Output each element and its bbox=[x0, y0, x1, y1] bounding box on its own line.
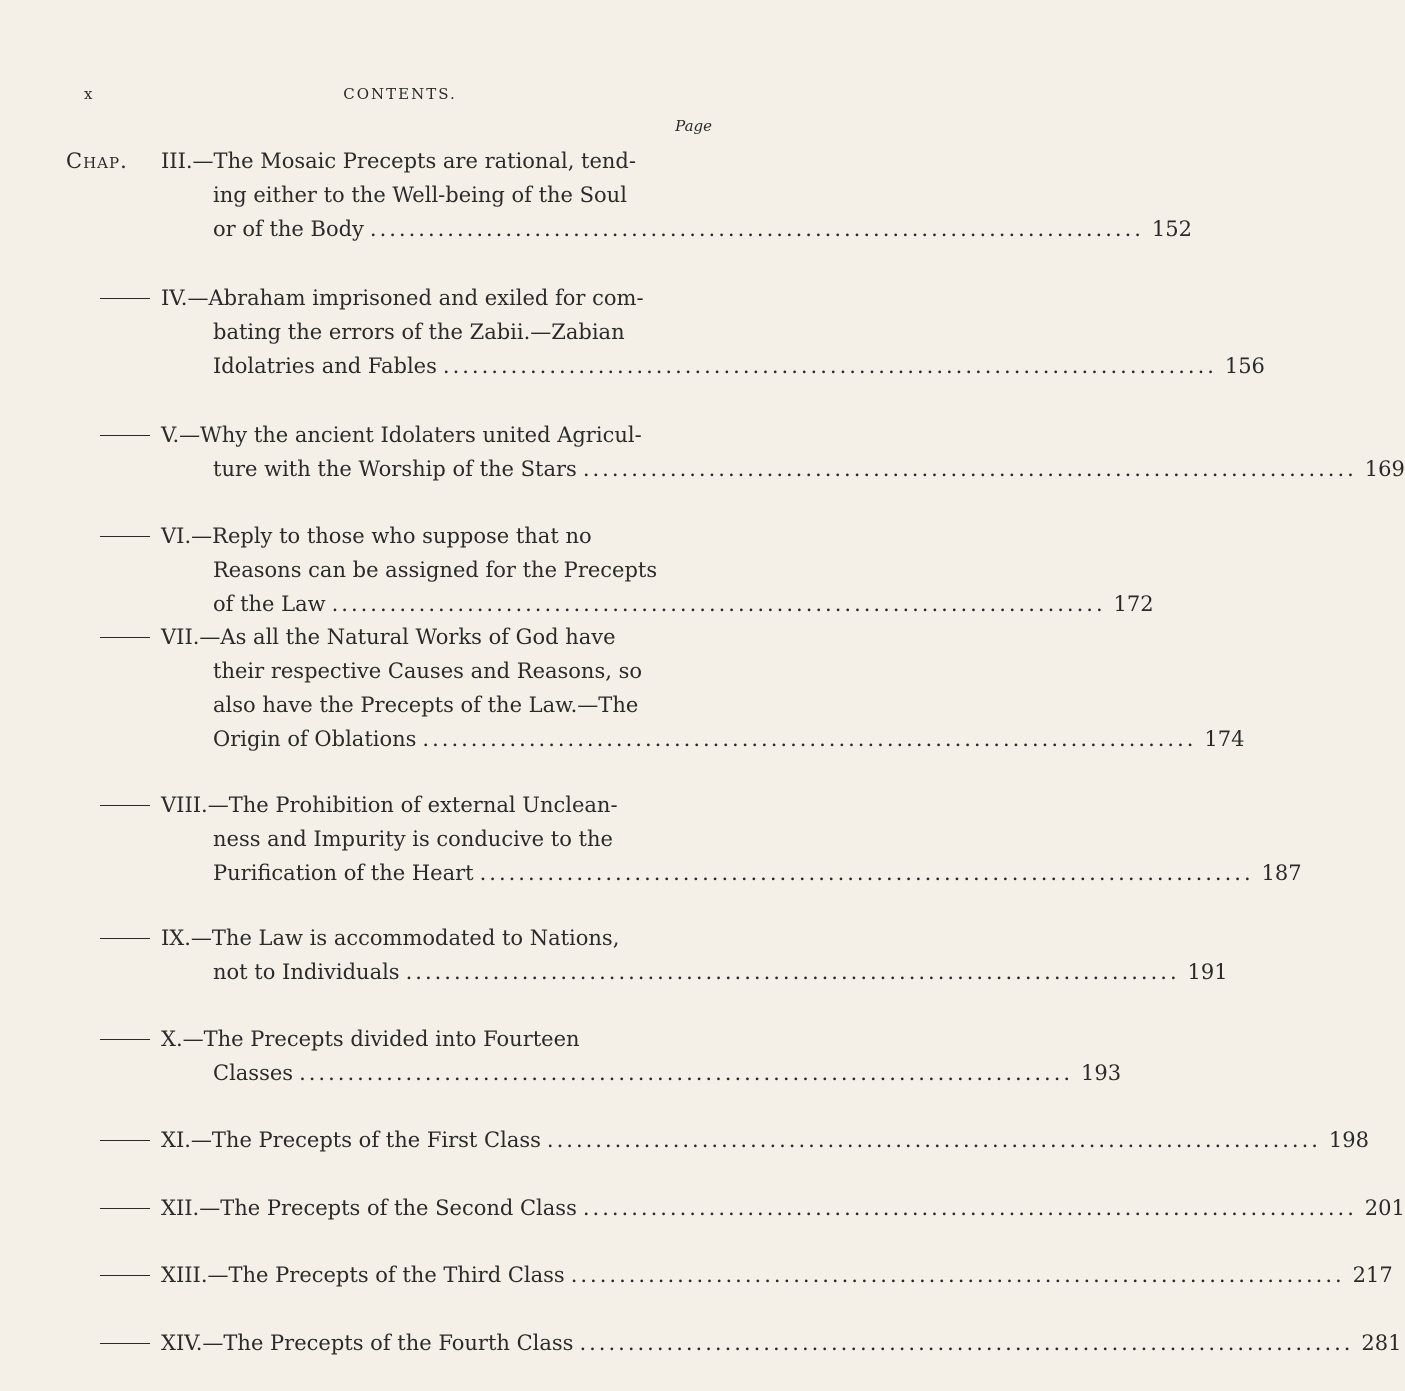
toc-line bbox=[0, 654, 800, 688]
page-number: 152 bbox=[1151, 217, 1192, 241]
toc-line bbox=[0, 519, 800, 553]
toc-entry-text: IV.—Abraham imprisoned and exiled for com- bbox=[161, 286, 644, 310]
dot-leader: ................................................................................ bbox=[442, 354, 1217, 378]
toc-line bbox=[0, 1326, 1402, 1360]
toc-entry-text: ture with the Worship of the Stars bbox=[213, 457, 577, 481]
toc-line bbox=[0, 1056, 1122, 1090]
toc-entry-text: their respective Causes and Reasons, so bbox=[213, 659, 643, 683]
toc-last-line bbox=[213, 349, 1265, 383]
toc-line bbox=[0, 178, 800, 212]
dot-leader: ................................................................................ bbox=[546, 1128, 1321, 1152]
toc-entry-text: or of the Body bbox=[213, 217, 364, 241]
folio-number: x bbox=[84, 85, 94, 103]
toc-entry-text: Classes bbox=[213, 1061, 294, 1085]
running-head bbox=[0, 85, 800, 109]
toc-entry-text: XI.—The Precepts of the First Class bbox=[161, 1128, 541, 1152]
page-number: 198 bbox=[1328, 1128, 1369, 1152]
toc-entry-text: XII.—The Precepts of the Second Class bbox=[161, 1196, 577, 1220]
toc-line bbox=[0, 281, 800, 315]
toc-line bbox=[0, 212, 1192, 246]
page-number: 156 bbox=[1224, 354, 1265, 378]
toc-line bbox=[0, 452, 1405, 486]
toc-last-line bbox=[213, 212, 1192, 246]
toc-last-line bbox=[213, 856, 1302, 890]
toc-entry-text: VII.—As all the Natural Works of God have bbox=[161, 625, 616, 649]
toc-line bbox=[0, 856, 1302, 890]
ditto-dash bbox=[100, 1208, 150, 1209]
toc-line bbox=[0, 144, 800, 178]
ditto-dash bbox=[100, 1275, 150, 1276]
page-number: 201 bbox=[1364, 1196, 1405, 1220]
page-column-label: Page bbox=[675, 117, 712, 135]
toc-entry-text: IX.—The Law is accommodated to Nations, bbox=[161, 926, 620, 950]
toc-line bbox=[0, 788, 800, 822]
toc-entry-text: bating the errors of the Zabii.—Zabian bbox=[213, 320, 625, 344]
page-number: 174 bbox=[1204, 727, 1245, 751]
toc-line bbox=[0, 822, 800, 856]
toc-line bbox=[0, 722, 1245, 756]
toc-last-line bbox=[213, 452, 1405, 486]
ditto-dash bbox=[100, 1140, 150, 1141]
toc-entry-text: also have the Precepts of the Law.—The bbox=[213, 693, 639, 717]
toc-entry-text: V.—Why the ancient Idolaters united Agricul- bbox=[161, 423, 642, 447]
toc-line bbox=[0, 955, 1228, 989]
dot-leader: ................................................................................ bbox=[479, 861, 1254, 885]
ditto-dash bbox=[100, 637, 150, 638]
toc-line bbox=[0, 553, 800, 587]
toc-entry-text: Idolatries and Fables bbox=[213, 354, 437, 378]
toc-entry-text: ness and Impurity is conducive to the bbox=[213, 827, 613, 851]
running-head-title: CONTENTS. bbox=[343, 85, 457, 103]
toc-last-line bbox=[213, 722, 1245, 756]
dot-leader: ................................................................................ bbox=[369, 217, 1144, 241]
toc-entry-text: XIV.—The Precepts of the Fourth Class bbox=[161, 1331, 574, 1355]
toc-entry-text: of the Law bbox=[213, 592, 326, 616]
chapter-word: Chap. bbox=[66, 149, 128, 173]
ditto-dash bbox=[100, 1343, 150, 1344]
dot-leader: ................................................................................ bbox=[582, 457, 1357, 481]
toc-entry-text: VI.—Reply to those who suppose that no bbox=[161, 524, 592, 548]
toc-line bbox=[0, 921, 800, 955]
toc-last-line bbox=[213, 955, 1228, 989]
toc-last-line bbox=[213, 587, 1154, 621]
toc-entry-text: Purification of the Heart bbox=[213, 861, 474, 885]
page-number: 172 bbox=[1113, 592, 1154, 616]
toc-entry-text: ing either to the Well-being of the Soul bbox=[213, 183, 627, 207]
toc-entry-text: XIII.—The Precepts of the Third Class bbox=[161, 1263, 565, 1287]
toc-last-line bbox=[213, 1056, 1122, 1090]
page-number: 281 bbox=[1361, 1331, 1402, 1355]
ditto-dash bbox=[100, 435, 150, 436]
ditto-dash bbox=[100, 938, 150, 939]
dot-leader: ................................................................................ bbox=[422, 727, 1197, 751]
dot-leader: ................................................................................ bbox=[579, 1331, 1354, 1355]
toc-line bbox=[0, 1123, 1369, 1157]
toc-line bbox=[0, 587, 1154, 621]
toc-line bbox=[0, 1022, 800, 1056]
ditto-dash bbox=[100, 1039, 150, 1040]
toc-line bbox=[0, 620, 800, 654]
ditto-dash bbox=[100, 536, 150, 537]
dot-leader: ................................................................................ bbox=[405, 960, 1180, 984]
toc-entry-text: X.—The Precepts divided into Fourteen bbox=[161, 1027, 580, 1051]
page-number: 187 bbox=[1261, 861, 1302, 885]
toc-entry-text: Origin of Oblations bbox=[213, 727, 417, 751]
toc-last-line bbox=[161, 1258, 1393, 1292]
toc-line bbox=[0, 349, 1265, 383]
toc-entry-text: VIII.—The Prohibition of external Unclean- bbox=[161, 793, 618, 817]
toc-last-line bbox=[161, 1326, 1402, 1360]
ditto-dash bbox=[100, 805, 150, 806]
toc-last-line bbox=[161, 1123, 1369, 1157]
page-number: 193 bbox=[1081, 1061, 1122, 1085]
toc-entry-text: not to Individuals bbox=[213, 960, 400, 984]
toc-line bbox=[0, 1258, 1393, 1292]
page-number: 191 bbox=[1187, 960, 1228, 984]
toc-line bbox=[0, 418, 800, 452]
dot-leader: ................................................................................ bbox=[570, 1263, 1345, 1287]
dot-leader: ................................................................................ bbox=[299, 1061, 1074, 1085]
toc-line bbox=[0, 315, 800, 349]
toc-entry-text: III.—The Mosaic Precepts are rational, tend- bbox=[161, 149, 636, 173]
page-number: 217 bbox=[1352, 1263, 1393, 1287]
dot-leader: ................................................................................ bbox=[582, 1196, 1357, 1220]
toc-last-line bbox=[161, 1191, 1405, 1225]
toc-line bbox=[0, 688, 800, 722]
page-number: 169 bbox=[1364, 457, 1405, 481]
ditto-dash bbox=[100, 298, 150, 299]
dot-leader: ................................................................................ bbox=[331, 592, 1106, 616]
toc-line bbox=[0, 1191, 1405, 1225]
toc-entry-text: Reasons can be assigned for the Precepts bbox=[213, 558, 658, 582]
